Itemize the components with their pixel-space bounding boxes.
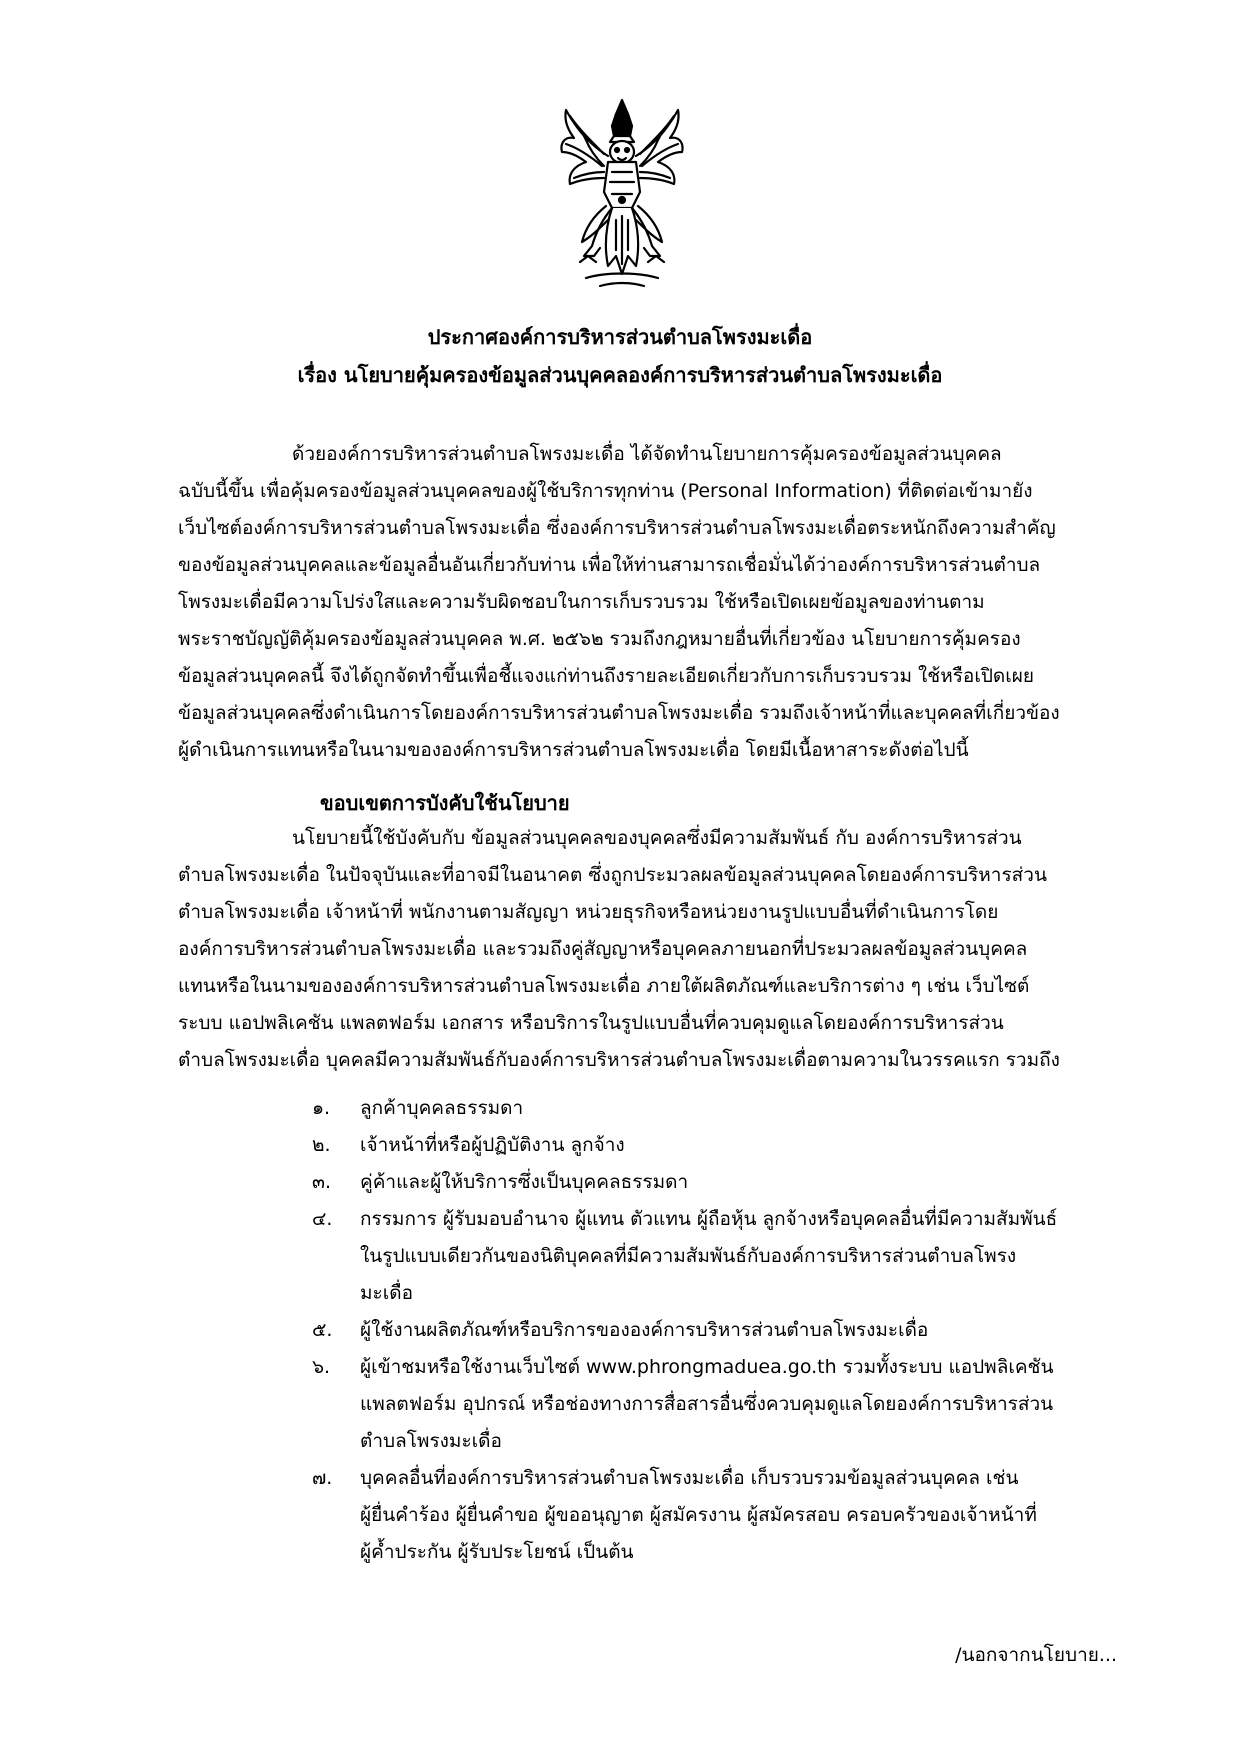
list-item bbox=[312, 1312, 1120, 1349]
list-item-number: ๒. bbox=[312, 1134, 331, 1156]
scope-line: ตำบลโพรงมะเดื่อ บุคคลมีความสัมพันธ์กับองค์การบริหารส่วนตำบลโพรงมะเดื่อตามความในวรรคแรก รวมถึง bbox=[178, 1049, 1060, 1071]
intro-line: ด้วยองค์การบริหารส่วนตำบลโพรงมะเดื่อ ได้จัดทำนโยบายการคุ้มครองข้อมูลส่วนบุคคล bbox=[292, 443, 1002, 465]
list-item-text: คู่ค้าและผู้ให้บริการซึ่งเป็นบุคคลธรรมดา bbox=[360, 1171, 689, 1193]
announcement-title: ประกาศองค์การบริหารส่วนตำบลโพรงมะเดื่อ bbox=[427, 325, 813, 349]
list-item-text: มะเดื่อ bbox=[360, 1282, 413, 1304]
list-item bbox=[312, 1127, 1120, 1164]
scope-line: นโยบายนี้ใช้บังคับกับ ข้อมูลส่วนบุคคลของบุคคลซึ่งมีความสัมพันธ์ กับ องค์การบริหารส่วน bbox=[292, 827, 1022, 849]
intro-line: โพรงมะเดื่อมีความโปร่งใสและความรับผิดชอบในการเก็บรวบรวม ใช้หรือเปิดเผยข้อมูลของท่านตาม bbox=[178, 591, 985, 613]
list-item-number: ๓. bbox=[312, 1171, 332, 1193]
related-persons-list bbox=[312, 1090, 1120, 1571]
list-item-text: ในรูปแบบเดียวกันของนิติบุคคลที่มีความสัมพันธ์กับองค์การบริหารส่วนตำบลโพรง bbox=[360, 1245, 1017, 1267]
intro-line: เว็บไซต์องค์การบริหารส่วนตำบลโพรงมะเดื่อ ซึ่งองค์การบริหารส่วนตำบลโพรงมะเดื่อตระหนักถึงความสำคัญ bbox=[178, 517, 1056, 539]
list-item bbox=[312, 1460, 1120, 1571]
intro-line: ของข้อมูลส่วนบุคคลและข้อมูลอื่นอันเกี่ยวกับท่าน เพื่อให้ท่านสามารถเชื่อมั่นได้ว่าองค์การบริหารส่วนตำบล bbox=[178, 554, 1041, 576]
list-item-text: ลูกค้าบุคคลธรรมดา bbox=[360, 1097, 524, 1119]
list-item-number: ๑. bbox=[312, 1097, 331, 1119]
intro-line: ข้อมูลส่วนบุคคลซึ่งดำเนินการโดยองค์การบริหารส่วนตำบลโพรงมะเดื่อ รวมถึงเจ้าหน้าที่และบุคคลที่เกี่ยวข้อง bbox=[178, 702, 1060, 724]
scope-line: ตำบลโพรงมะเดื่อ เจ้าหน้าที่ พนักงานตามสัญญา หน่วยธุรกิจหรือหน่วยงานรูปแบบอื่นที่ดำเนินการโดย bbox=[178, 901, 999, 923]
list-item-text: ผู้ยื่นคำร้อง ผู้ยื่นคำขอ ผู้ขออนุญาต ผู้สมัครงาน ผู้สมัครสอบ ครอบครัวของเจ้าหน้าที่ bbox=[360, 1504, 1037, 1526]
intro-line: ฉบับนี้ขึ้น เพื่อคุ้มครองข้อมูลส่วนบุคคลของผู้ใช้บริการทุกท่าน (Personal Information) ที่ติดต่อเข้ามายัง bbox=[178, 480, 1033, 502]
intro-line: ผู้ดำเนินการแทนหรือในนามขององค์การบริหารส่วนตำบลโพรงมะเดื่อ โดยมีเนื้อหาสาระดังต่อไปนี้ bbox=[178, 739, 969, 761]
scope-paragraph bbox=[178, 820, 1120, 1079]
scope-line: ระบบ แอปพลิเคชัน แพลตฟอร์ม เอกสาร หรือบริการในรูปแบบอื่นที่ควบคุมดูแลโดยองค์การบริหารส่วน bbox=[178, 1012, 1004, 1034]
scope-section-title: ขอบเขตการบังคับใช้นโยบาย bbox=[320, 791, 570, 815]
announcement-subject: เรื่อง นโยบายคุ้มครองข้อมูลส่วนบุคคลองค์การบริหารส่วนตำบลโพรงมะเดื่อ bbox=[297, 363, 943, 387]
scope-line: องค์การบริหารส่วนตำบลโพรงมะเดื่อ และรวมถึงคู่สัญญาหรือบุคคลภายนอกที่ประมวลผลข้อมูลส่วนบุคคล bbox=[178, 938, 1028, 960]
list-item-text: ผู้เข้าชมหรือใช้งานเว็บไซต์ www.phrongmaduea.go.th รวมทั้งระบบ แอปพลิเคชัน bbox=[360, 1356, 1054, 1378]
list-item-number: ๗. bbox=[312, 1467, 333, 1489]
list-item-text: ตำบลโพรงมะเดื่อ bbox=[360, 1430, 502, 1452]
list-item-text: เจ้าหน้าที่หรือผู้ปฏิบัติงาน ลูกจ้าง bbox=[360, 1134, 625, 1156]
intro-line: พระราชบัญญัติคุ้มครองข้อมูลส่วนบุคคล พ.ศ. ๒๕๖๒ รวมถึงกฎหมายอื่นที่เกี่ยวข้อง นโยบายการคุ้มครอง bbox=[178, 628, 1021, 650]
continuation-note: /นอกจากนโยบาย... bbox=[955, 1644, 1117, 1666]
intro-paragraph bbox=[178, 436, 1120, 769]
list-item-number: ๔. bbox=[312, 1208, 333, 1230]
list-item bbox=[312, 1201, 1120, 1312]
garuda-emblem-icon bbox=[556, 96, 688, 292]
list-item-number: ๖. bbox=[312, 1356, 331, 1378]
list-item-text: แพลตฟอร์ม อุปกรณ์ หรือช่องทางการสื่อสารอื่นซึ่งควบคุมดูแลโดยองค์การบริหารส่วน bbox=[360, 1393, 1054, 1415]
intro-line: ข้อมูลส่วนบุคคลนี้ จึงได้ถูกจัดทำขึ้นเพื่อชี้แจงแก่ท่านถึงรายละเอียดเกี่ยวกับการเก็บรวบรวม ใช้หรือเปิดเผย bbox=[178, 665, 1034, 687]
list-item-text: กรรมการ ผู้รับมอบอำนาจ ผู้แทน ตัวแทน ผู้ถือหุ้น ลูกจ้างหรือบุคคลอื่นที่มีความสัมพันธ์ bbox=[360, 1208, 1058, 1230]
list-item bbox=[312, 1349, 1120, 1460]
list-item-text: ผู้ใช้งานผลิตภัณฑ์หรือบริการขององค์การบริหารส่วนตำบลโพรงมะเดื่อ bbox=[360, 1319, 929, 1341]
scope-line: ตำบลโพรงมะเดื่อ ในปัจจุบันและที่อาจมีในอนาคต ซึ่งถูกประมวลผลข้อมูลส่วนบุคคลโดยองค์การบริหารส่วน bbox=[178, 864, 1047, 886]
list-item-text: ผู้ค้ำประกัน ผู้รับประโยชน์ เป็นต้น bbox=[360, 1541, 634, 1563]
list-item-number: ๕. bbox=[312, 1319, 333, 1341]
list-item-text: บุคคลอื่นที่องค์การบริหารส่วนตำบลโพรงมะเดื่อ เก็บรวบรวมข้อมูลส่วนบุคคล เช่น bbox=[360, 1467, 1019, 1489]
scope-line: แทนหรือในนามขององค์การบริหารส่วนตำบลโพรงมะเดื่อ ภายใต้ผลิตภัณฑ์และบริการต่าง ๆ เช่น เว็บไซต์ bbox=[178, 975, 1030, 997]
list-item bbox=[312, 1164, 1120, 1201]
list-item bbox=[312, 1090, 1120, 1127]
